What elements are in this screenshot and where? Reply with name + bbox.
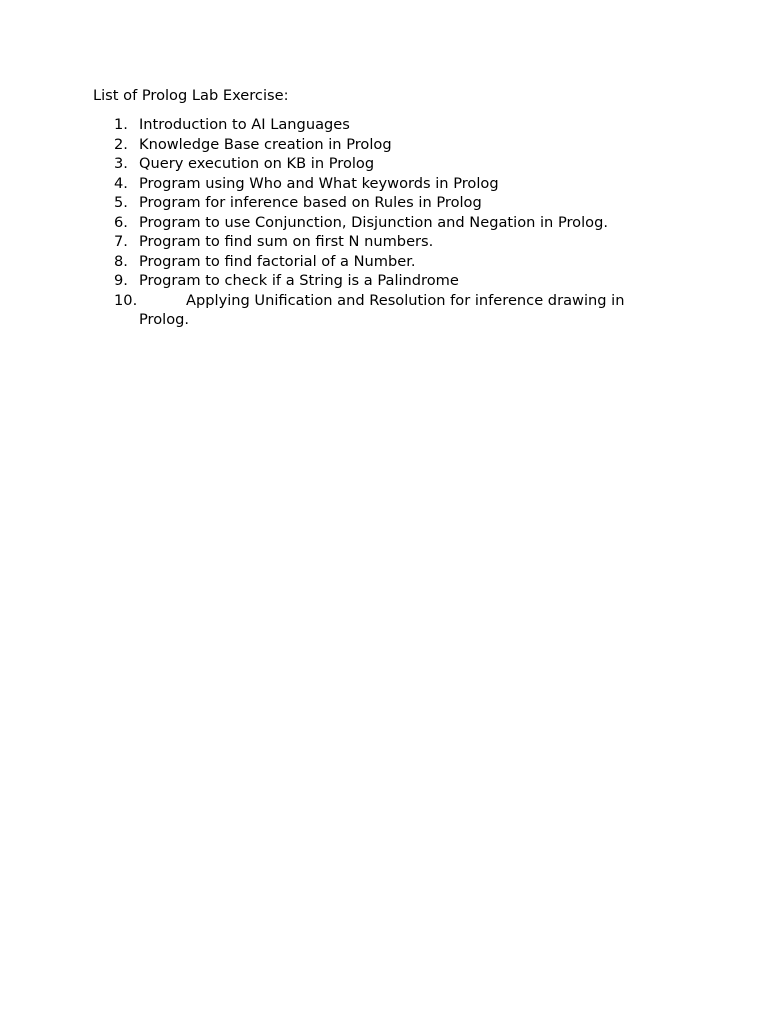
list-item: [93, 193, 673, 213]
list-item: [93, 291, 673, 330]
list-item-number: 8.: [114, 252, 128, 270]
list-item-text: Introduction to AI Languages: [139, 116, 350, 133]
list-item: [93, 213, 673, 233]
list-item-number: 7.: [114, 233, 128, 250]
list-item-text: Program to check if a String is a Palindrome: [139, 272, 459, 289]
list-item: [93, 154, 673, 174]
list-item: [93, 115, 673, 135]
list-item-text: Applying Unification and Resolution for inference drawing in Prolog.: [139, 291, 625, 328]
list-item-text: Program to find sum on first N numbers.: [139, 233, 434, 250]
list-item-number: 6.: [114, 213, 128, 231]
exercise-list: [93, 115, 673, 330]
list-item: [93, 232, 673, 252]
list-item-number: 9.: [114, 272, 128, 289]
list-item-text: Query execution on KB in Prolog: [139, 155, 375, 172]
list-item-text: Program to find factorial of a Number.: [139, 252, 416, 270]
list-item: [93, 252, 673, 272]
list-item-text: Program for inference based on Rules in Prolog: [139, 194, 482, 211]
list-item-number: 4.: [114, 174, 128, 192]
list-item-number: 5.: [114, 194, 128, 211]
list-item-text: Program using Who and What keywords in Prolog: [139, 174, 499, 192]
list-item-number: 1.: [114, 116, 128, 133]
list-item-number: 3.: [114, 155, 128, 172]
list-item-text: Program to use Conjunction, Disjunction and Negation in Prolog.: [139, 213, 608, 231]
list-item: [93, 135, 673, 155]
list-item-text: Knowledge Base creation in Prolog: [139, 135, 392, 153]
list-item: [93, 271, 673, 291]
list-item-number: 10.: [114, 291, 138, 309]
document-title: List of Prolog Lab Exercise:: [93, 87, 289, 104]
list-item: [93, 174, 673, 194]
list-item-number: 2.: [114, 135, 128, 153]
